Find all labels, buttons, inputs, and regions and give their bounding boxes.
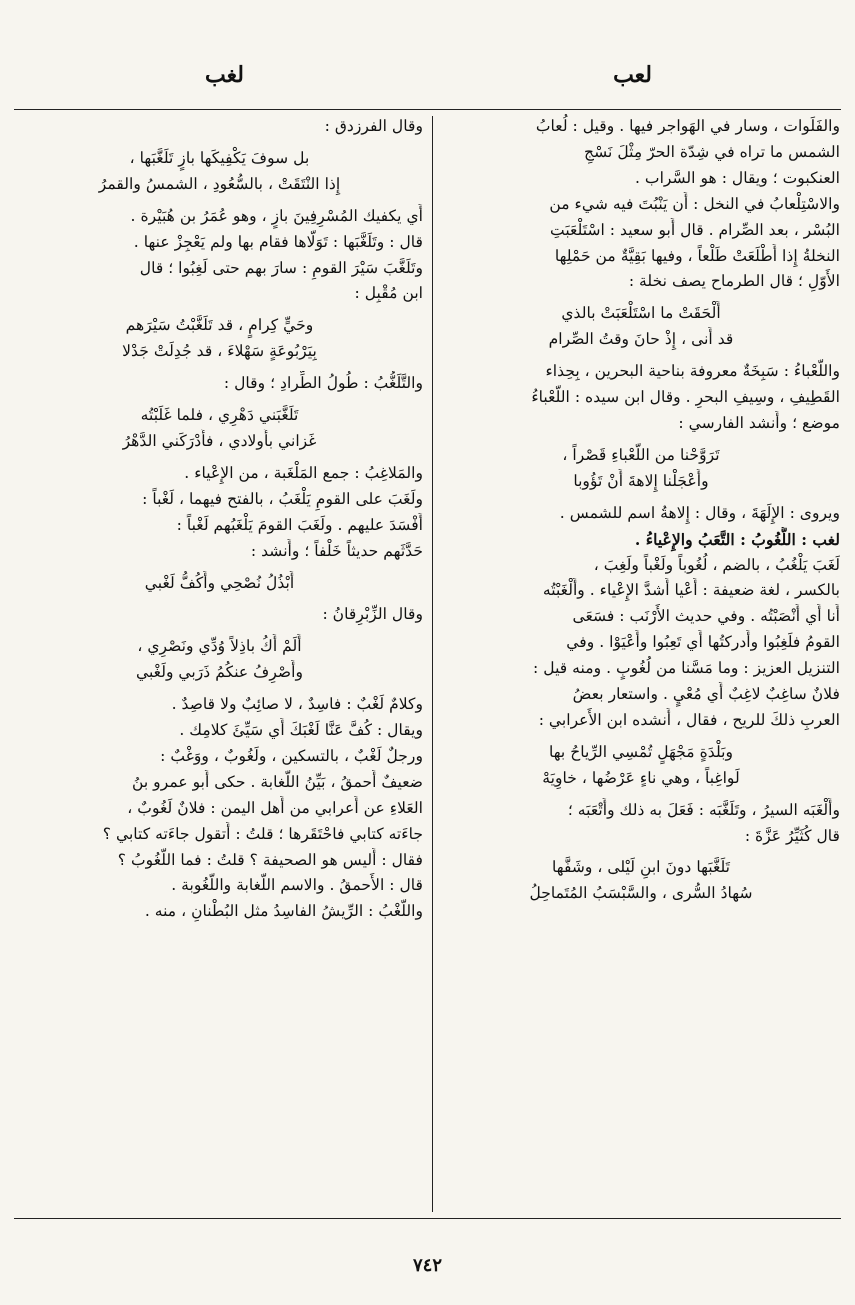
left-column xyxy=(16,114,423,1216)
verse-line: غَزاني بأَولادي ، فأَدْرَكَني الدَّهْرُ xyxy=(122,431,317,450)
text-line: الأَوّلِ ؛ قال الطرماح يصف نخلة : xyxy=(628,272,840,291)
verse-line: بِيَرْبُوعَةٍ سَهْلاءَ ، قد جُدِلَتْ جَدْلا xyxy=(122,342,317,361)
text-line: فقال : أَليس هو الصحيفة ؟ قلتُ : فما اللَّغُوبُ ؟ xyxy=(117,850,423,869)
text-line: وكلامٌ لَغْبٌ : فاسِدٌ ، لا صائِبٌ ولا قاصِدٌ . xyxy=(171,695,423,714)
text-line: واللَّغْبُ : الرِّيشُ الفاسِدُ مثل البُطْنانِ ، منه . xyxy=(144,902,423,921)
text-line: قال : الأَحمقُ . والاسم اللَّغابة واللُّغُوبة . xyxy=(171,876,423,895)
text-line: العنكبوت ؛ ويقال : هو السَّراب . xyxy=(634,168,840,187)
text-line: وتَلَغَّبَ سَيْرَ القومِ : سارَ بهم حتى لَغِبُوا ؛ قال xyxy=(139,258,423,277)
verse-line: قد أَنى ، إِذْ حانَ وقتُ الصِّرام xyxy=(548,330,734,349)
text-line: العَلاءِ عن أَعرابي من أَهل اليمن : فلانٌ لَغُوبٌ ، xyxy=(127,798,423,817)
text-line: ولَغَبَ على القومِ يَلْغَبُ ، بالفتح فيهما ، لَغْباً : xyxy=(142,489,423,508)
text-line: أَفْسَدَ عليهم . ولَغَبَ القومَ يَلْغَبُهم لَغْباً : xyxy=(176,515,423,534)
text-line: والتَّلَغُّبُ : طُولُ الطِّرادِ ؛ وقال : xyxy=(223,374,423,393)
verse-line: أَبْذُلُ نُصْحِي وأَكُفُّ لَغْبي xyxy=(144,573,295,592)
text-line: بالكسر ، لغة ضعيفة : أَعْيا أَشدَّ الإِعْياء . وأَلْغَبْتُه xyxy=(542,581,840,600)
text-line: التنزيل العزيز : وما مَسَّنا من لُغُوبٍ . ومنه قيل : xyxy=(533,659,840,678)
text-line: ويقال : كُفَّ عَنَّا لَغْبَكَ أَي سَيِّئَ كلامِك . xyxy=(179,721,423,740)
text-line: والاسْتِلْعابُ في النخل : أَن يَنْبُتَ فيه شيء من xyxy=(549,194,840,213)
column-divider xyxy=(432,116,433,1212)
verse-line: سُهادُ السُّرى ، والسَّبْسَبُ المُتَماحِلُ xyxy=(529,884,753,903)
text-line: موضع ؛ وأَنشد الفارسي : xyxy=(678,413,840,432)
verse-line: وأَصْرِفُ عنكُمُ ذَرَبي ولَغْبي xyxy=(135,663,304,682)
verse-line: لَواغِباً ، وهي ناءٍ عَرْضُها ، خاوِيَهْ xyxy=(542,768,740,787)
text-line: أَنا أَي أَنْصَبْتُه . وفي حديث الأَرْنَب : فسَعَى xyxy=(572,607,840,626)
right-column xyxy=(442,114,840,1216)
text-line: ابن مُقْبِل : xyxy=(354,284,423,303)
text-line: البُسْر ، بعد الصِّرام . قال أَبو سعيد : اسْتَلْعَبَتِ xyxy=(550,220,840,239)
text-line: وأَلْغَبَه السيرُ ، وتَلَغَّبَه : فَعَلَ به ذلك وأَتْعَبَه ؛ xyxy=(567,800,840,819)
entry-headword-line: لغب : اللُّغُوبُ : التَّعَبُ والإِعْياءُ . xyxy=(634,529,840,549)
text-line: وقال الفرزدق : xyxy=(324,117,423,135)
verse-line: بل سوفَ يَكْفِيكَها بازٍ تَلَغَّبَها ، xyxy=(129,148,310,167)
verse-line: إِذا النْتَقَتْ ، بالسُّعُودِ ، الشمسُ والقمرُ xyxy=(98,174,341,193)
text-line: الشمس ما تراه في شِدّة الحرّ مِثْلَ نَسْجِ xyxy=(584,142,840,161)
text-line: فلانٌ ساغِبٌ لاغِبٌ أَي مُعْيٍ . واستعار بعضُ xyxy=(572,685,840,704)
verse-line: وأَعْجَلْنا إِلاهةَ أَنْ تَؤُوبا xyxy=(573,471,709,490)
text-line: ضعيفٌ أَحمقُ ، بَيِّنُ اللَّغابة . حكى أَبو عمرو بنُ xyxy=(132,772,423,791)
header-rule xyxy=(14,109,841,110)
verse-line: وبَلْدَةٍ مَجْهَلٍ تُمْسِي الرِّياحُ بها xyxy=(548,742,734,761)
verse-line: وحَيٍّ كِرامٍ ، قد تَلَغَّبْتُ سَيْرَهم xyxy=(125,316,314,335)
running-head-left: لغب xyxy=(205,62,244,88)
text-line: النخلةُ إِذا أَطْلَعَتْ طَلْعاً ، وفيها بَقِيَّةٌ من حَمْلِها xyxy=(554,246,840,265)
footer-rule xyxy=(14,1218,841,1219)
text-line: جاءَته كتابي فاحْتَقَرها ؛ قلتُ : أَتقول جاءَته كتابي ؟ xyxy=(102,824,423,843)
verse-line: تَلَغَّبَني دَهْرِي ، فلما غَلَبْتُه xyxy=(140,406,299,425)
verse-line: أَلْحَقَتْ ما اسْتَلْعَبَتْ بالذي xyxy=(561,304,721,323)
text-line: قال كُثَيِّرُ عَزَّةَ : xyxy=(744,826,840,845)
verse-line: تَلَغَّبَها دونَ ابنِ لَيْلى ، وشَفَّها xyxy=(552,858,730,877)
running-head-right: لعب xyxy=(613,62,652,88)
text-line: حَدَّثَهم حديثاً خَلْفاً ؛ وأَنشد : xyxy=(250,541,423,560)
page-number: ٧٤٢ xyxy=(412,1255,442,1276)
text-line: العربِ ذلكَ للريح ، فقال ، أَنشده ابن الأَعرابي : xyxy=(538,710,840,729)
text-line: ورجلٌ لَغْبٌ ، بالتسكين ، ولَغُوبٌ ، ووَغْبٌ : xyxy=(160,746,423,765)
text-line: أَي يكفيك المُسْرِفِينَ بازٍ ، وهو عُمَرُ بن هُبَيْرة . xyxy=(130,206,423,225)
text-line: قال : وتَلَغَّبَها : تَوَلَّاها فقام بها ولم يَعْجِزْ عنها . xyxy=(133,232,423,251)
text-line: واللَّعْباءُ : سَبِخَةٌ معروفة بناحية البحرين ، بِحِذاء xyxy=(545,362,840,381)
verse-line: تَرَوَّحْنا من اللَّعْباءِ قَصْراً ، xyxy=(562,445,720,464)
text-line: والفَلَوات ، وسار في الهَواجر فيها . وقيل : لُعابُ xyxy=(535,117,840,135)
text-line: ويروى : الإِلَهَةَ ، وقال : إِلاهةُ اسم للشمس . xyxy=(559,503,840,522)
verse-line: أَلَمْ أَكُ باذِلاً وُدِّي ونَصْرِي ، xyxy=(137,637,302,656)
text-line: لَغَبَ يَلْغُبُ ، بالضم ، لُغُوباً ولَغْباً ولَغِبَ ، xyxy=(593,555,840,574)
text-line: والمَلاغِبُ : جمع المَلْغَبة ، من الإِعْياء . xyxy=(184,463,423,482)
text-line: وقال الزِّبْرِقانُ : xyxy=(322,605,423,624)
text-line: القَطِيفِ ، وسِيفِ البحرِ . وقال ابن سيده : اللَّعْباءُ xyxy=(531,388,840,407)
text-line: القومُ فلَغِبُوا وأَدركتُها أَي تَعِبُوا وأَعْيَوْا . وفي xyxy=(566,633,840,652)
